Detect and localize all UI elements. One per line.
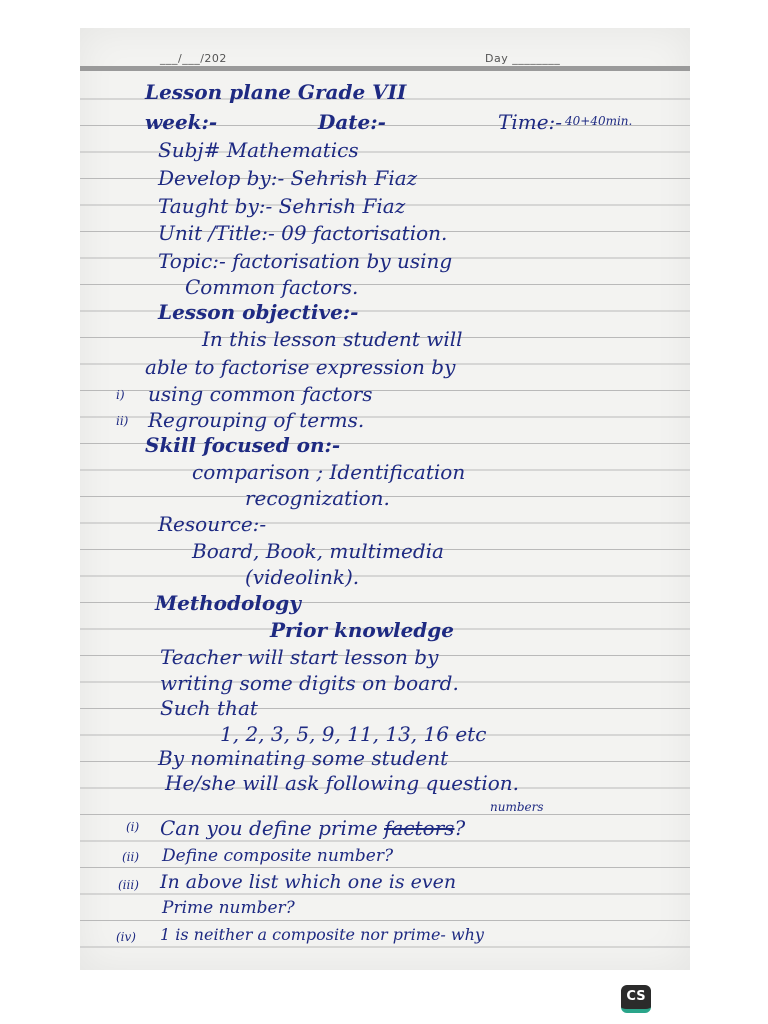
skill-text-1: comparison ; Identification	[192, 460, 466, 484]
question-num-4: (iv)	[116, 930, 136, 944]
method-text-1: Teacher will start lesson by	[160, 645, 439, 669]
skill-heading: Skill focused on:-	[145, 433, 341, 457]
question-3-cont: Prime number?	[162, 898, 295, 918]
method-text-2: writing some digits on board.	[160, 671, 459, 695]
taught-by-line: Taught by:- Sehrish Fiaz	[158, 194, 406, 218]
question-3: In above list which one is even	[160, 871, 457, 893]
question-num-3: (iii)	[118, 878, 139, 892]
prior-knowledge-heading: Prior knowledge	[270, 618, 454, 642]
digit-list: 1, 2, 3, 5, 9, 11, 13, 16 etc	[220, 722, 487, 746]
time-label: Time:-	[498, 110, 563, 134]
method-text-3: Such that	[160, 696, 258, 720]
time-value: 40+40min.	[565, 114, 633, 128]
topic-line-cont: Common factors.	[185, 275, 359, 299]
unit-title-line: Unit /Title:- 09 factorisation.	[158, 221, 448, 245]
date-field: ___/___/202	[160, 52, 227, 65]
method-text-5: He/she will ask following question.	[165, 771, 520, 795]
question-2: Define composite number?	[162, 846, 394, 866]
question-num-2: (ii)	[122, 850, 140, 864]
top-rule	[80, 66, 690, 71]
objective-item-1: using common factors	[148, 382, 373, 406]
camscanner-logo: CS	[621, 985, 651, 1013]
objective-item-2: Regrouping of terms.	[148, 408, 365, 432]
question-1	[160, 816, 465, 840]
subject-line: Subj# Mathematics	[158, 138, 359, 162]
question-4: 1 is neither a composite nor prime- why	[160, 925, 484, 944]
question-1-text: Can you define prime	[160, 816, 378, 840]
topic-line: Topic:- factorisation by using	[158, 249, 453, 273]
lesson-plan-title: Lesson plane Grade VII	[145, 80, 407, 104]
skill-text-2: recognization.	[245, 486, 390, 510]
objective-text-2: able to factorise expression by	[145, 355, 456, 379]
method-text-4: By nominating some student	[158, 746, 449, 770]
lesson-objective-heading: Lesson objective:-	[158, 300, 359, 324]
objective-num-1: i)	[116, 388, 125, 402]
methodology-heading: Methodology	[155, 591, 301, 615]
question-1-struck-word: factors	[384, 816, 455, 840]
developed-by-line: Develop by:- Sehrish Fiaz	[158, 166, 418, 190]
inserted-word-numbers: numbers	[490, 800, 544, 814]
notebook-page	[80, 28, 690, 970]
week-label: week:-	[145, 110, 218, 134]
question-num-1: (i)	[126, 820, 140, 834]
resource-text-1: Board, Book, multimedia	[192, 539, 444, 563]
resource-heading: Resource:-	[158, 512, 267, 536]
objective-num-2: ii)	[116, 414, 129, 428]
day-field: Day ________	[485, 52, 561, 65]
date-label: Date:-	[318, 110, 386, 134]
resource-text-2: (videolink).	[245, 565, 360, 589]
question-1-mark: ?	[454, 816, 466, 840]
objective-text-1: In this lesson student will	[202, 327, 463, 351]
